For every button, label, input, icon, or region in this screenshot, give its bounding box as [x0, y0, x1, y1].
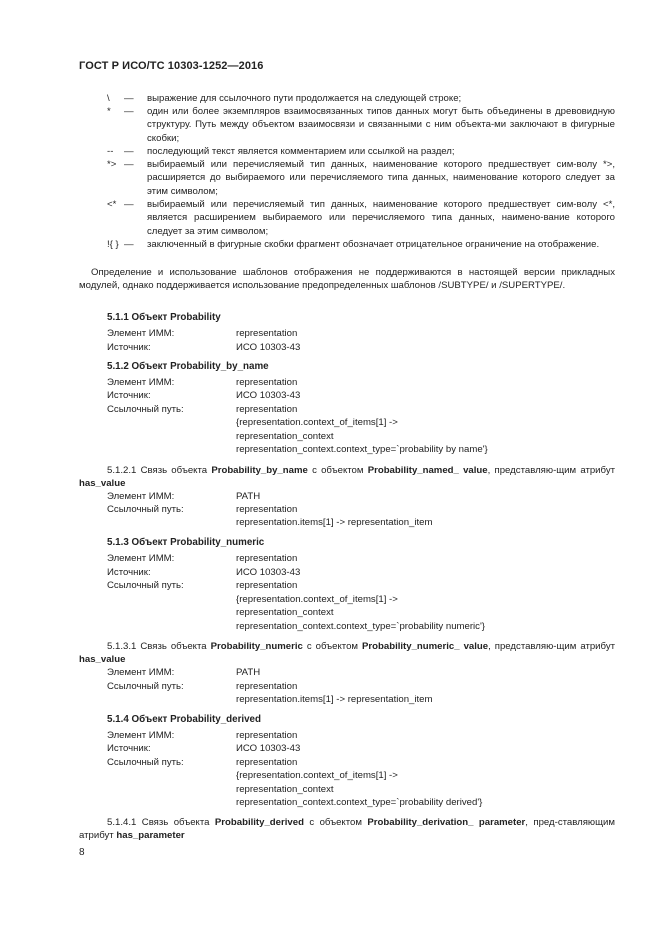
- source-value: ИСО 10303-43: [236, 390, 301, 401]
- section-heading: 5.1.4 Объект Probability_derived: [107, 714, 261, 725]
- ref-path-line: representation_context: [236, 784, 334, 795]
- source-label: Источник:: [107, 390, 151, 401]
- ref-path-line: representation: [236, 757, 298, 768]
- source-value: ИСО 10303-43: [236, 342, 301, 353]
- symbol-item: [107, 158, 615, 198]
- attribute-name: has_value: [79, 654, 126, 666]
- assoc-post: , представляю-щим атрибут: [487, 465, 616, 476]
- symbol-item: [107, 198, 615, 238]
- section-heading: 5.1.3 Объект Probability_numeric: [107, 537, 265, 548]
- clause-number: 5.1.4.1: [107, 817, 137, 828]
- object-name: Probability_derived: [214, 817, 304, 828]
- source-label: Источник:: [107, 743, 151, 754]
- symbol: --: [107, 146, 114, 157]
- assoc-pre: Связь объекта: [140, 465, 208, 476]
- section-heading: 5.1.2 Объект Probability_by_name: [107, 361, 269, 372]
- ref-path-line: representation_context.context_type=`probability derived'}: [236, 797, 483, 808]
- element-label: Элемент ИММ:: [107, 328, 175, 339]
- ref-path-line: representation: [236, 404, 298, 415]
- symbol-description: выражение для ссылочного пути продолжается на следующей строке;: [147, 93, 462, 104]
- ref-path-label: Ссылочный путь:: [107, 580, 184, 591]
- clause-number: 5.1.2.1: [107, 465, 137, 476]
- symbol-item: [107, 145, 615, 158]
- element-value: PATH: [236, 491, 261, 502]
- element-label: Элемент ИММ:: [107, 553, 175, 564]
- ref-path-line: representation_context.context_type=`probability by name'}: [236, 444, 488, 455]
- page-number: 8: [79, 847, 85, 858]
- ref-path-line: representation_context: [236, 607, 334, 618]
- element-value: representation: [236, 553, 298, 564]
- symbol-description: выбираемый или перечисляемый тип данных, наименование которого предшествует сим-волу <*, является расширением выбираемого или перечисляемого типа данных, наимено-вание которого следует за этим символом;: [147, 199, 615, 237]
- symbol-item: [107, 105, 615, 145]
- source-label: Источник:: [107, 567, 151, 578]
- clause-number: 5.1.3.1: [107, 641, 137, 652]
- target-object: Probability_named_ value: [367, 465, 488, 476]
- ref-path-line: representation_context.context_type=`probability numeric'}: [236, 621, 486, 632]
- symbol-dash: —: [124, 199, 134, 210]
- symbol-dash: —: [124, 93, 134, 104]
- symbol-dash: —: [124, 146, 134, 157]
- ref-path-line: {representation.context_of_items[1] ->: [236, 594, 398, 605]
- symbol-item: [107, 238, 615, 251]
- element-value: representation: [236, 377, 298, 388]
- assoc-mid: с объектом: [312, 465, 364, 476]
- ref-path-line: representation: [236, 504, 298, 515]
- attribute-name: has_parameter: [116, 830, 185, 842]
- symbol-description: выбираемый или перечисляемый тип данных, наименование которого предшествует сим-волу *>, расширяется до выбираемого или перечисляемого типа данных, наименование которого следует за этим символом;: [147, 159, 615, 197]
- association-paragraph: [79, 816, 615, 843]
- ref-path-line: {representation.context_of_items[1] ->: [236, 417, 398, 428]
- element-value: representation: [236, 328, 298, 339]
- target-object: Probability_derivation_ parameter: [367, 817, 526, 828]
- element-label: Элемент ИММ:: [107, 730, 175, 741]
- assoc-post: , представляю-щим атрибут: [488, 641, 616, 652]
- ref-path-line: {representation.context_of_items[1] ->: [236, 770, 398, 781]
- target-object: Probability_numeric_ value: [362, 641, 489, 652]
- symbol-description: заключенный в фигурные скобки фрагмент обозначает отрицательное ограничение на отображение.: [147, 239, 600, 250]
- ref-path-label: Ссылочный путь:: [107, 681, 184, 692]
- source-value: ИСО 10303-43: [236, 743, 301, 754]
- symbol-description: один или более экземпляров взаимосвязанных типов данных могут быть объединены в древовидную структуру. Путь между объектом взаимосвязи и связанными с ним объекта-ми заключают в фигурные скобки;: [147, 106, 615, 144]
- section-heading: 5.1.1 Объект Probability: [107, 312, 221, 323]
- symbol-item: [107, 92, 615, 105]
- association-paragraph: [79, 464, 615, 491]
- element-value: PATH: [236, 667, 261, 678]
- ref-path-line: representation_context: [236, 431, 334, 442]
- symbol: <*: [107, 199, 117, 210]
- assoc-post: , пред-ставляющим атрибут: [79, 817, 615, 842]
- ref-path-line: representation.items[1] -> representation_item: [236, 517, 433, 528]
- symbol-dash: —: [124, 159, 134, 170]
- source-value: ИСО 10303-43: [236, 567, 301, 578]
- document-header: ГОСТ Р ИСО/ТС 10303-1252—2016: [79, 60, 264, 72]
- symbol: *: [107, 106, 111, 117]
- element-label: Элемент ИММ:: [107, 491, 175, 502]
- ref-path-line: representation.items[1] -> representation_item: [236, 694, 433, 705]
- object-name: Probability_by_name: [211, 465, 308, 476]
- symbol-description: последующий текст является комментарием или ссылкой на раздел;: [147, 146, 455, 157]
- element-label: Элемент ИММ:: [107, 377, 175, 388]
- assoc-mid: с объектом: [309, 817, 362, 828]
- ref-path-label: Ссылочный путь:: [107, 757, 184, 768]
- ref-path-line: representation: [236, 681, 298, 692]
- ref-path-line: representation: [236, 580, 298, 591]
- symbol: !{ }: [107, 239, 119, 250]
- element-label: Элемент ИММ:: [107, 667, 175, 678]
- assoc-pre: Связь объекта: [140, 641, 207, 652]
- element-value: representation: [236, 730, 298, 741]
- symbol: \: [107, 93, 110, 104]
- symbol-dash: —: [124, 106, 134, 117]
- symbol: *>: [107, 159, 117, 170]
- ref-path-label: Ссылочный путь:: [107, 504, 184, 515]
- attribute-name: has_value: [79, 478, 126, 490]
- object-name: Probability_numeric: [210, 641, 303, 652]
- ref-path-label: Ссылочный путь:: [107, 404, 184, 415]
- assoc-pre: Связь объекта: [141, 817, 210, 828]
- assoc-mid: с объектом: [306, 641, 359, 652]
- source-label: Источник:: [107, 342, 151, 353]
- symbol-dash: —: [124, 239, 134, 250]
- association-paragraph: [79, 640, 615, 667]
- intro-paragraph: Определение и использование шаблонов отображения не поддерживаются в настоящей версии прикладных модулей, однако поддерживается использование предопределенных шаблонов /SUBTYPE/ и /SUPERTYPE/.: [79, 267, 615, 292]
